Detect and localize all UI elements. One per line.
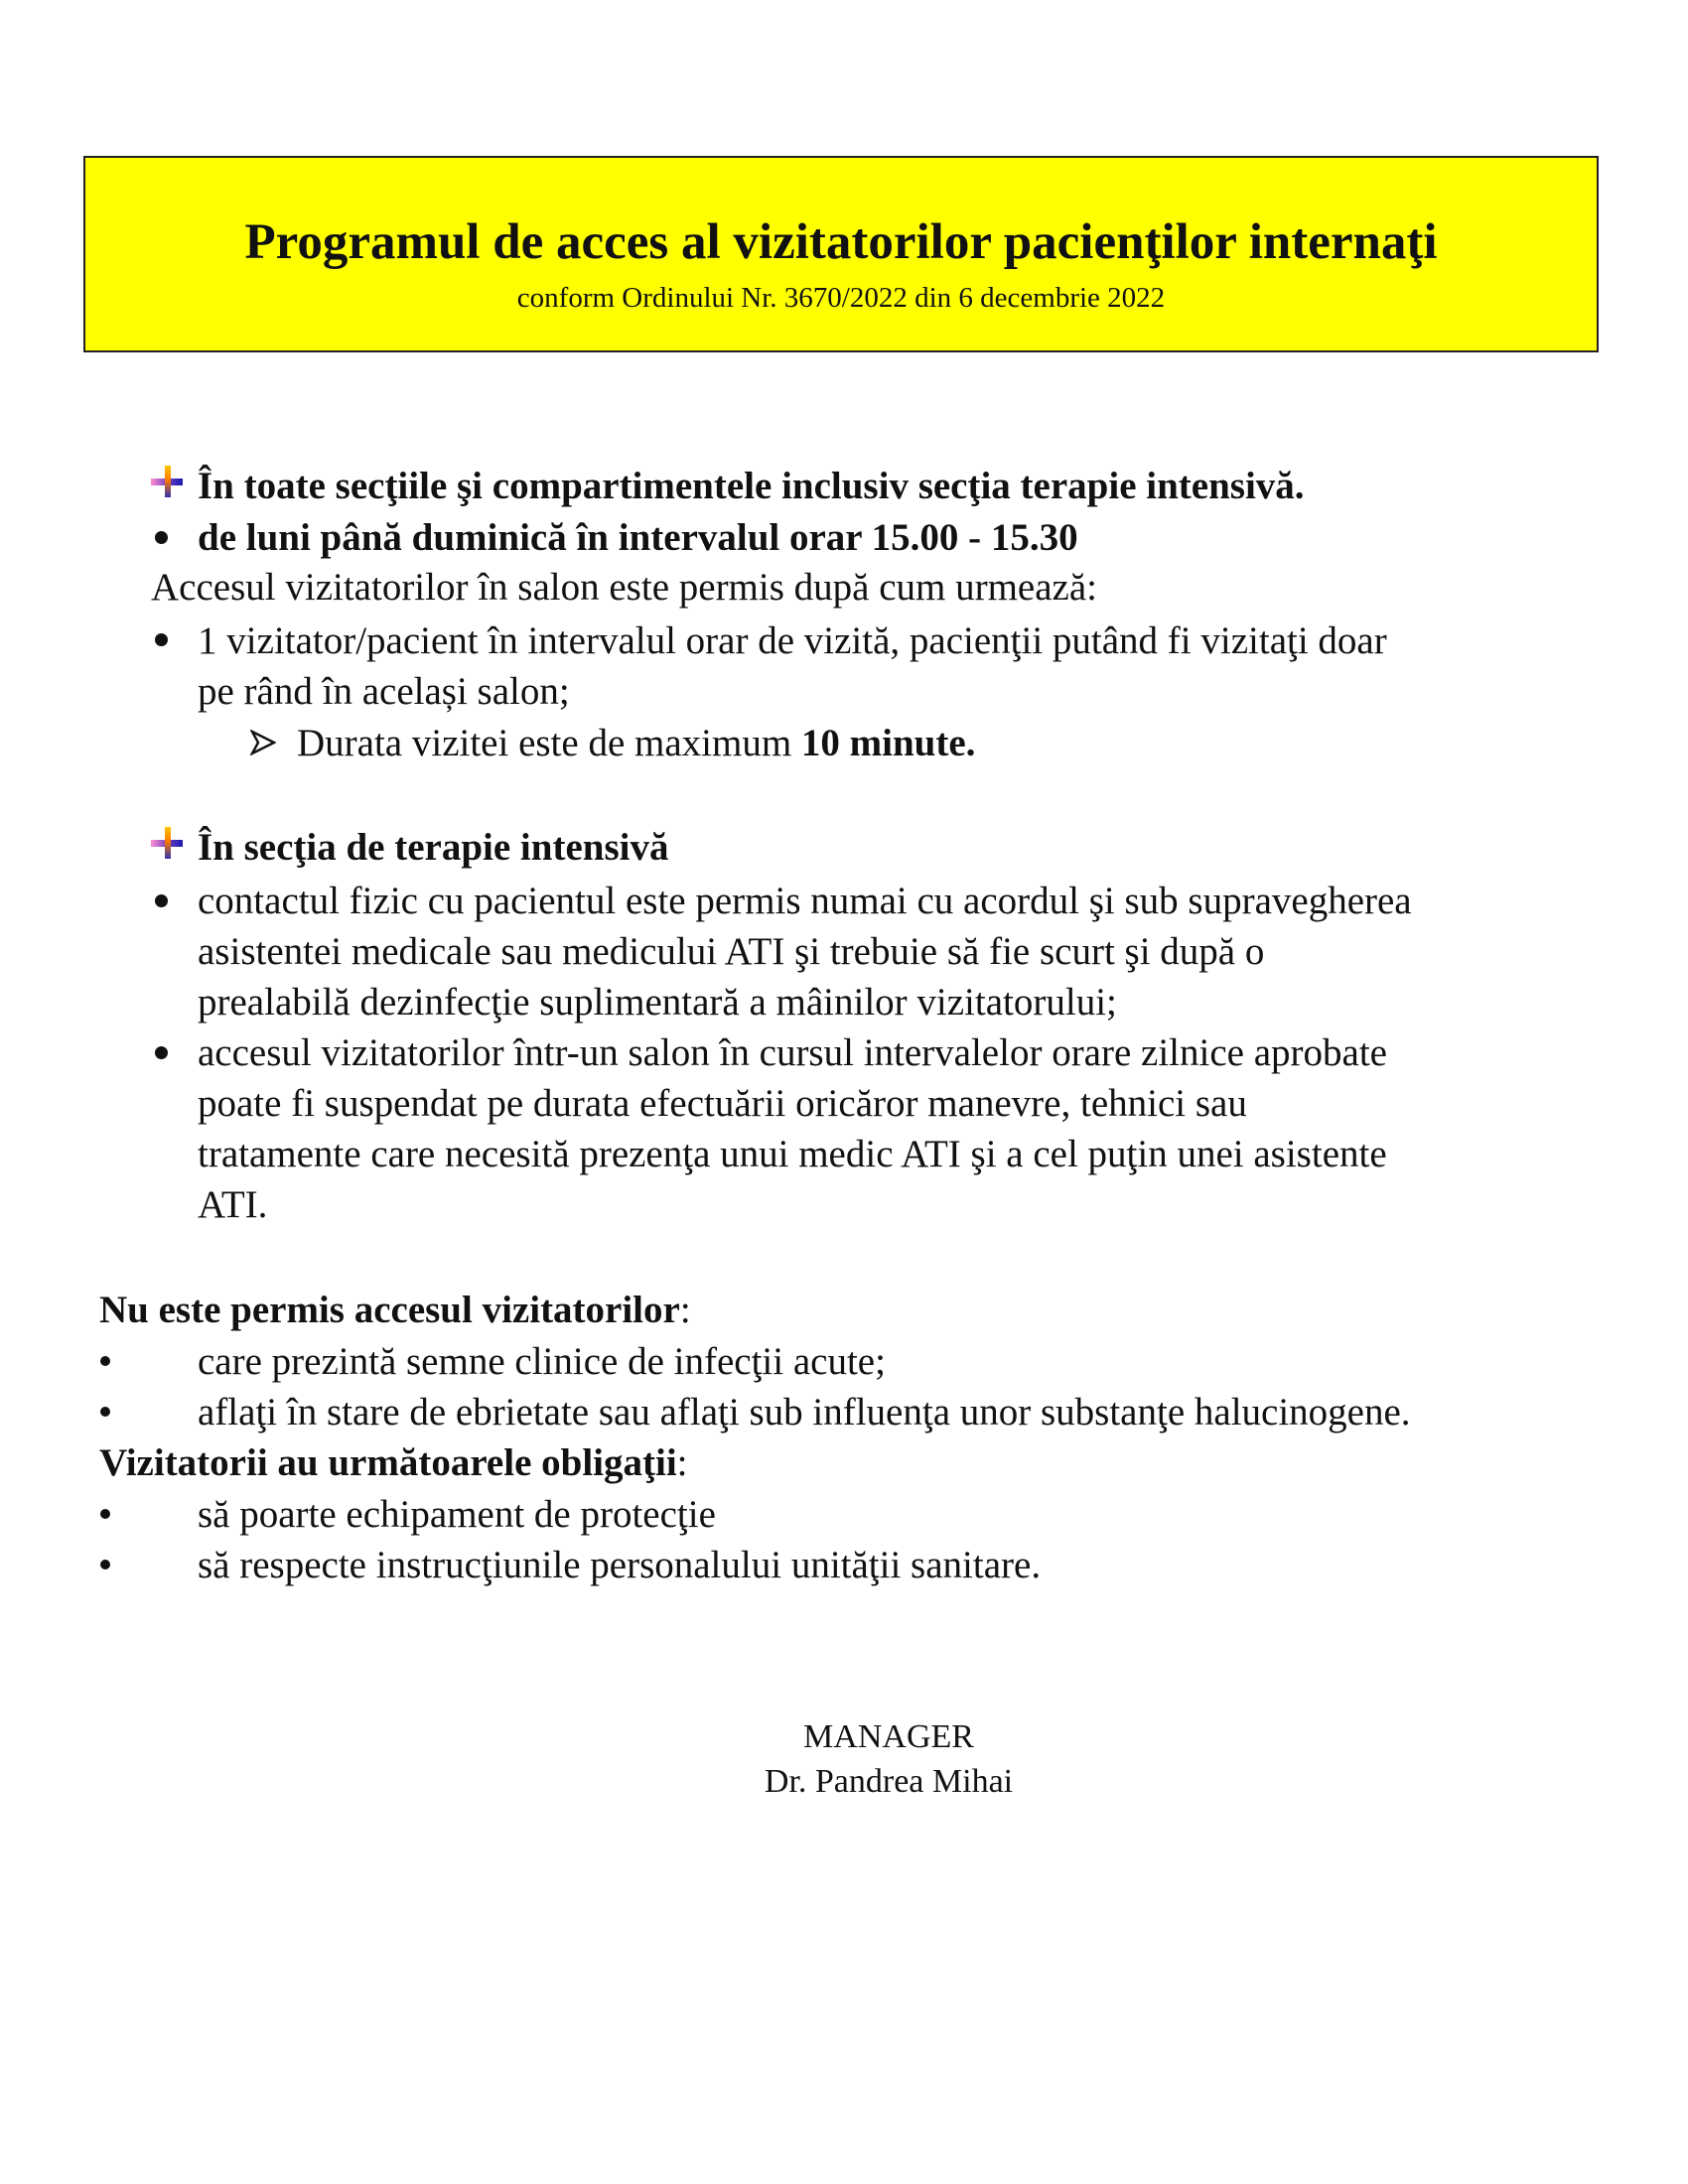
arrow-bullet-icon <box>250 730 276 755</box>
section2-item2-line: tratamente care necesită prezenţa unui medic ATI şi a cel puţin unei asistente <box>198 1133 1387 1175</box>
visit-duration-value: 10 minute. <box>800 722 976 764</box>
signature-name: Dr. Pandrea Mihai <box>764 1763 1014 1800</box>
obligation-item: să poarte echipament de protecţie <box>198 1493 716 1536</box>
restrictions-colon: : <box>679 1289 691 1331</box>
bullet-dot-icon <box>155 1046 168 1059</box>
bullet-dot-icon <box>100 1407 110 1417</box>
cross-bullet-icon <box>151 827 183 859</box>
bullet-dot-icon <box>155 531 168 544</box>
section2-item1-line: contactul fizic cu pacientul este permis numai cu acordul şi sub supravegherea <box>198 880 1412 922</box>
section2-item2-line: poate fi suspendat pe durata efectuării oricăror manevre, tehnici sau <box>198 1082 1247 1125</box>
section2-item1-line: asistentei medicale sau medicului ATI şi trebuie să fie scurt şi după o <box>198 930 1265 973</box>
obligation-item: să respecte instrucţiunile personalului unităţii sanitare. <box>198 1544 1042 1586</box>
section2-item2-line: ATI. <box>198 1183 268 1226</box>
section1-rule-line2: pe rând în același salon; <box>198 670 570 713</box>
section2-heading: În secţia de terapie intensivă <box>198 826 669 869</box>
page-title: Programul de acces al vizitatorilor pacienţilor internaţi <box>244 214 1438 270</box>
section2-item2-line: accesul vizitatorilor într-un salon în cursul intervalelor orare zilnice aprobate <box>198 1031 1387 1074</box>
bullet-dot-icon <box>100 1560 110 1570</box>
restriction-item: care prezintă semne clinice de infecţii acute; <box>198 1340 886 1383</box>
restrictions-heading: Nu este permis accesul vizitatorilor <box>99 1289 680 1331</box>
obligations-heading: Vizitatorii au următoarele obligaţii <box>99 1441 677 1484</box>
section2-item1-line: prealabilă dezinfecţie suplimentară a mâinilor vizitatorului; <box>198 981 1117 1024</box>
bullet-dot-icon <box>155 633 168 646</box>
page-subtitle: conform Ordinului Nr. 3670/2022 din 6 decembrie 2022 <box>516 282 1166 314</box>
visit-duration <box>297 724 975 762</box>
section1-heading: În toate secţiile şi compartimentele inclusiv secţia terapie intensivă. <box>198 465 1305 507</box>
obligations-colon: : <box>676 1441 688 1484</box>
section1-schedule: de luni până duminică în intervalul orar 15.00 - 15.30 <box>198 516 1078 559</box>
restrictions-heading-line <box>99 1291 691 1329</box>
restriction-item: aflaţi în stare de ebrietate sau aflaţi sub influenţa unor substanţe halucinogene. <box>198 1391 1411 1433</box>
visit-duration-text: Durata vizitei este de maximum <box>297 722 801 764</box>
section1-rule-line1: 1 vizitator/pacient în intervalul orar de vizită, pacienţii putând fi vizitaţi doar <box>198 619 1387 662</box>
signature-role: MANAGER <box>803 1718 974 1755</box>
bullet-dot-icon <box>100 1356 110 1366</box>
bullet-dot-icon <box>100 1509 110 1519</box>
obligations-heading-line <box>99 1443 688 1482</box>
cross-bullet-icon <box>151 466 183 497</box>
bullet-dot-icon <box>155 894 168 907</box>
section1-intro: Accesul vizitatorilor în salon este permis după cum urmează: <box>151 566 1098 609</box>
title-box <box>83 156 1599 352</box>
